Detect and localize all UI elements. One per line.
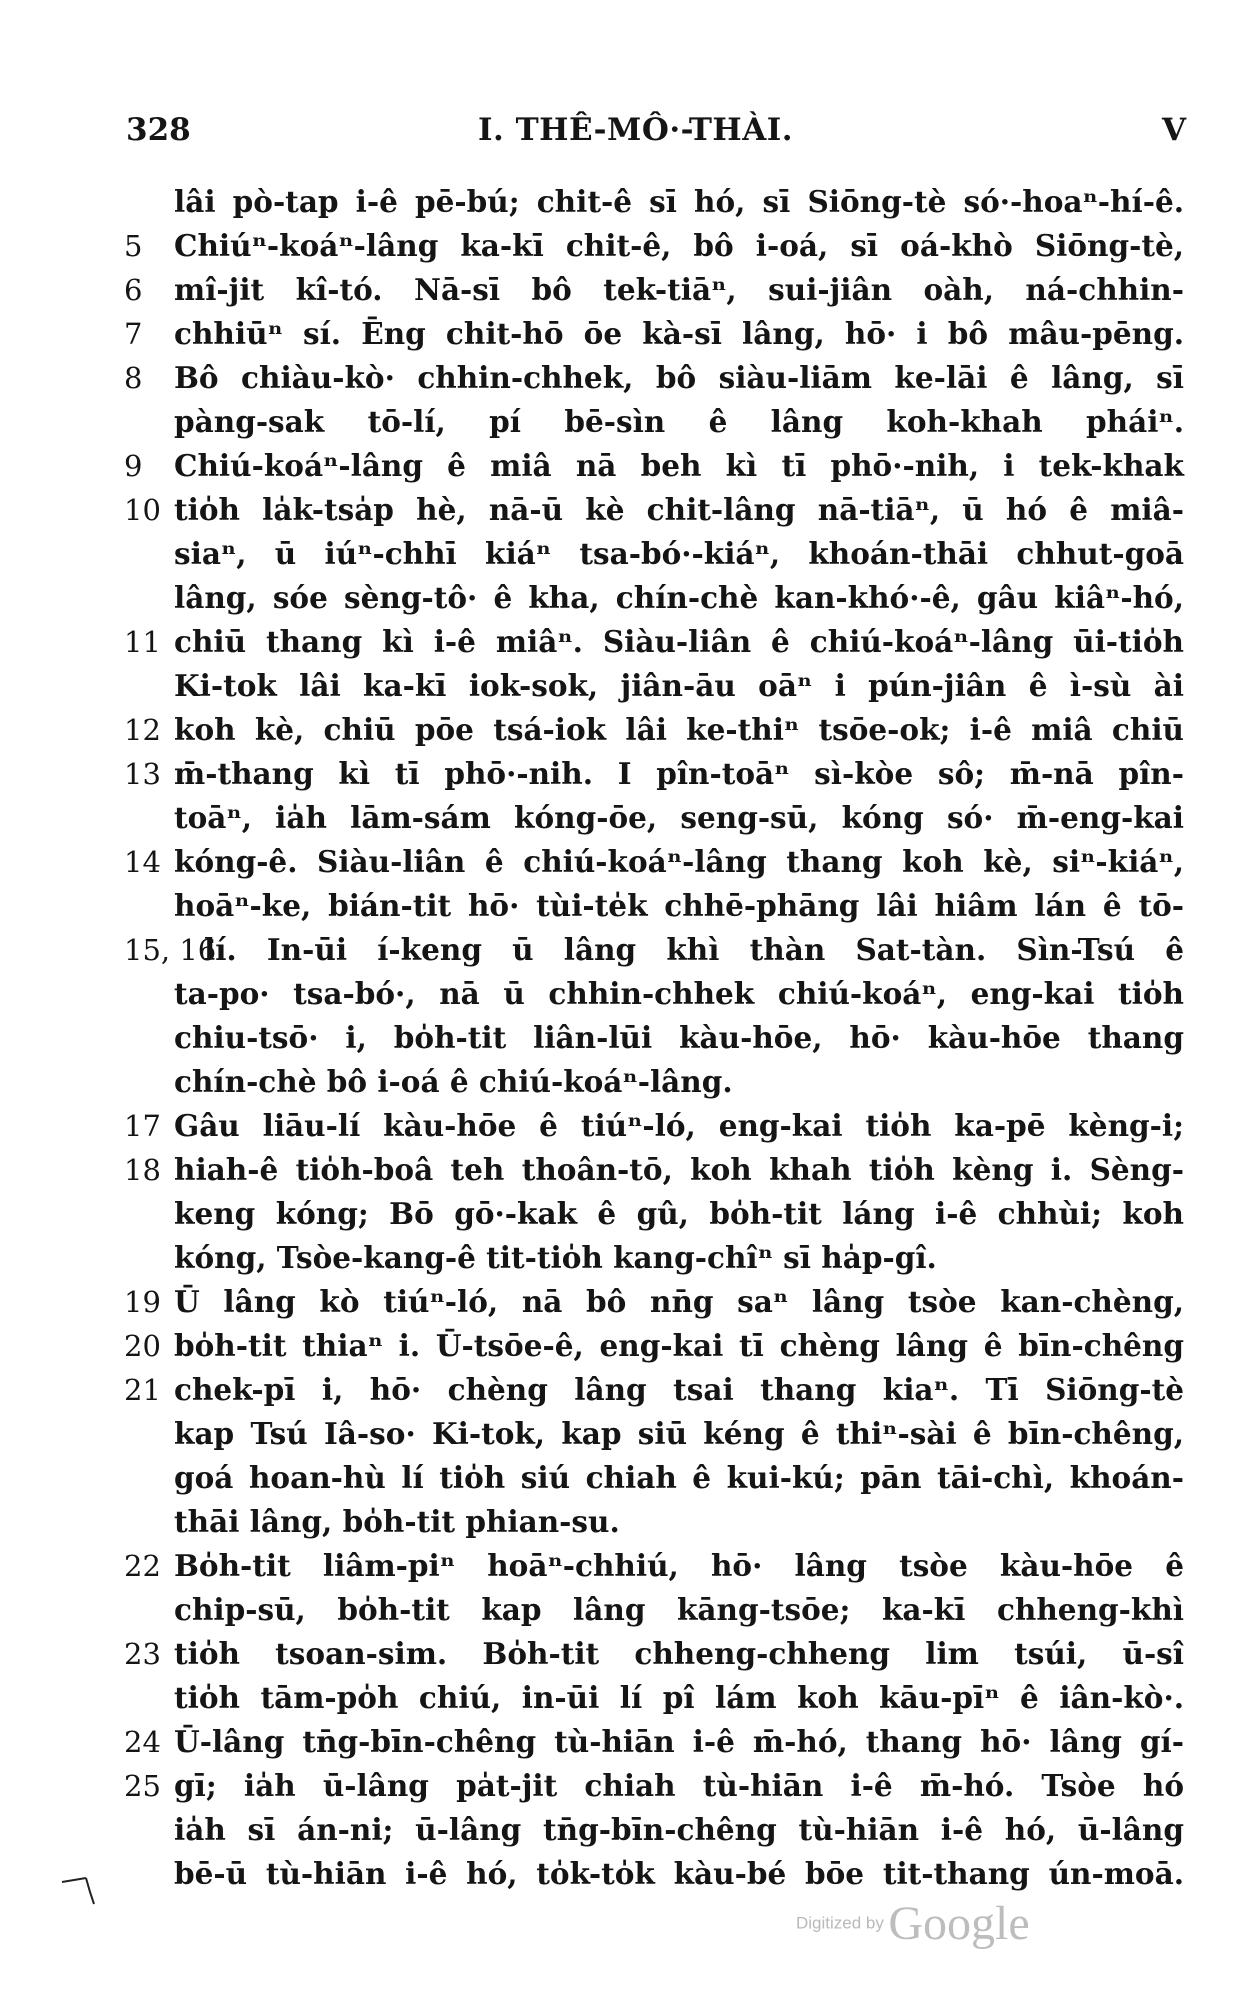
verse-number: 12 xyxy=(124,713,161,747)
line-text: koh kè, chiū pōe tsá-iok lâi ke-thiⁿ tsōe-ok; i-ê miâ chiū xyxy=(174,712,1184,747)
verse-number: 25 xyxy=(124,1769,161,1803)
running-title: I. THÊ-MÔ·-THÀI. xyxy=(478,112,794,148)
line-text: kóng, Tsòe-kang-ê tit-tio̍h kang-chîⁿ sī ha̍p-gî. xyxy=(174,1240,937,1275)
text-line xyxy=(124,1280,1194,1324)
text-line xyxy=(124,180,1194,224)
line-text: kap Tsú Iâ-so· Ki-tok, kap siū kéng ê thiⁿ-sài ê bīn-chêng, xyxy=(174,1416,1184,1451)
digitized-watermark xyxy=(796,1896,1030,1950)
text-line xyxy=(124,972,1194,1016)
line-text: thāi lâng, bo̍h-tit phian-su. xyxy=(174,1504,620,1539)
text-line xyxy=(124,708,1194,752)
verse-number: 14 xyxy=(124,845,161,879)
line-text: lâi pò-tap i-ê pē-bú; chit-ê sī hó, sī Siōng-tè só·-hoaⁿ-hí-ê. xyxy=(174,184,1184,219)
line-text: tio̍h la̍k-tsa̍p hè, nā-ū kè chit-lâng nā-tiāⁿ, ū hó ê miâ- xyxy=(174,492,1184,527)
line-text: ta-po· tsa-bó·, nā ū chhin-chhek chiú-koáⁿ, eng-kai tio̍h xyxy=(174,976,1184,1011)
text-line xyxy=(124,532,1194,576)
text-line xyxy=(124,1852,1194,1896)
line-text: hoāⁿ-ke, bián-tit hō· tùi-te̍k chhē-phāng lâi hiâm lán ê tō- xyxy=(174,888,1184,923)
text-line xyxy=(124,620,1194,664)
text-line xyxy=(124,312,1194,356)
text-line xyxy=(124,1456,1194,1500)
line-text: siaⁿ, ū iúⁿ-chhī kiáⁿ tsa-bó·-kiáⁿ, khoán-thāi chhut-goā xyxy=(174,536,1184,571)
line-text: goá hoan-hù lí tio̍h siú chiah ê kui-kú; pān tāi-chì, khoán- xyxy=(174,1460,1184,1495)
text-line xyxy=(124,268,1194,312)
text-line xyxy=(124,1764,1194,1808)
verse-number: 24 xyxy=(124,1725,161,1759)
text-line xyxy=(124,884,1194,928)
verse-number: 19 xyxy=(124,1285,161,1319)
text-line xyxy=(124,1368,1194,1412)
verse-number: 10 xyxy=(124,493,161,527)
text-line xyxy=(124,928,1194,972)
text-line xyxy=(124,1500,1194,1544)
line-text: mî-jit kî-tó. Nā-sī bô tek-tiāⁿ, sui-jiân oàh, ná-chhin- xyxy=(174,272,1184,307)
verse-number: 18 xyxy=(124,1153,161,1187)
text-line xyxy=(124,1324,1194,1368)
text-line xyxy=(124,1720,1194,1764)
verse-number: 9 xyxy=(124,449,143,483)
line-text: Chiúⁿ-koáⁿ-lâng ka-kī chit-ê, bô i-oá, sī oá-khò Siōng-tè, xyxy=(174,228,1184,263)
text-line xyxy=(124,1060,1194,1104)
verse-number: 20 xyxy=(124,1329,161,1363)
google-logo: Google xyxy=(888,1897,1030,1950)
line-text: chip-sū, bo̍h-tit kap lâng kāng-tsōe; ka-kī chheng-khì xyxy=(174,1592,1184,1627)
line-text: bo̍h-tit thiaⁿ i. Ū-tsōe-ê, eng-kai tī chèng lâng ê bīn-chêng xyxy=(174,1328,1184,1363)
page-number: 328 xyxy=(126,112,191,148)
text-line xyxy=(124,1192,1194,1236)
line-text: chhiūⁿ sí. Ēng chit-hō ōe kà-sī lâng, hō· i bô mâu-pēng. xyxy=(174,316,1184,351)
line-text: lâng, sóe sèng-tô· ê kha, chín-chè kan-khó·-ê, gâu kiâⁿ-hó, xyxy=(174,580,1184,615)
line-text: tio̍h tām-po̍h chiú, in-ūi lí pî lám koh kāu-pīⁿ ê iân-kò·. xyxy=(174,1680,1184,1715)
margin-mark-icon xyxy=(60,1870,110,1910)
text-line xyxy=(124,1632,1194,1676)
line-text: m̄-thang kì tī phō·-nih. I pîn-toāⁿ sì-kòe sô; m̄-nā pîn- xyxy=(174,756,1184,791)
text-line xyxy=(124,1676,1194,1720)
line-text: lí. In-ūi í-keng ū lâng khì thàn Sat-tàn. Sìn-Tsú ê xyxy=(204,932,1184,967)
text-line xyxy=(124,1236,1194,1280)
text-line xyxy=(124,1412,1194,1456)
verse-number: 5 xyxy=(124,229,143,263)
verse-number: 15, 16 xyxy=(124,933,217,967)
line-text: chek-pī i, hō· chèng lâng tsai thang kiaⁿ. Tī Siōng-tè xyxy=(174,1372,1184,1407)
line-text: kóng-ê. Siàu-liân ê chiú-koáⁿ-lâng thang koh kè, siⁿ-kiáⁿ, xyxy=(174,844,1184,879)
verse-number: 11 xyxy=(124,625,161,659)
verse-number: 6 xyxy=(124,273,143,307)
line-text: Chiú-koáⁿ-lâng ê miâ nā beh kì tī phō·-nih, i tek-khak xyxy=(174,448,1184,483)
text-line xyxy=(124,1148,1194,1192)
text-line xyxy=(124,796,1194,840)
line-text: ia̍h sī án-ni; ū-lâng tn̄g-bīn-chêng tù-hiān i-ê hó, ū-lâng xyxy=(174,1812,1184,1847)
line-text: gī; ia̍h ū-lâng pa̍t-jit chiah tù-hiān i-ê m̄-hó. Tsòe hó xyxy=(174,1768,1184,1803)
text-line xyxy=(124,1104,1194,1148)
watermark-prefix: Digitized by xyxy=(796,1913,884,1933)
text-line xyxy=(124,400,1194,444)
line-text: tio̍h tsoan-sim. Bo̍h-tit chheng-chheng lim tsúi, ū-sî xyxy=(174,1636,1184,1671)
verse-number: 17 xyxy=(124,1109,161,1143)
text-line xyxy=(124,1588,1194,1632)
line-text: keng kóng; Bō gō·-kak ê gû, bo̍h-tit láng i-ê chhùi; koh xyxy=(174,1196,1184,1231)
verse-number: 13 xyxy=(124,757,161,791)
verse-number: 22 xyxy=(124,1549,161,1583)
text-line xyxy=(124,488,1194,532)
line-text: Bo̍h-tit liâm-piⁿ hoāⁿ-chhiú, hō· lâng tsòe kàu-hōe ê xyxy=(174,1548,1184,1583)
text-line xyxy=(124,444,1194,488)
verse-number: 23 xyxy=(124,1637,161,1671)
text-body xyxy=(124,180,1194,1896)
running-header xyxy=(126,112,1186,162)
chapter-number: V xyxy=(1161,112,1186,148)
line-text: bē-ū tù-hiān i-ê hó, to̍k-to̍k kàu-bé bōe tit-thang ún-moā. xyxy=(174,1856,1184,1891)
line-text: chiū thang kì i-ê miâⁿ. Siàu-liân ê chiú-koáⁿ-lâng ūi-tio̍h xyxy=(174,624,1184,659)
line-text: Bô chiàu-kò· chhin-chhek, bô siàu-liām ke-lāi ê lâng, sī xyxy=(174,360,1184,395)
line-text: Gâu liāu-lí kàu-hōe ê tiúⁿ-ló, eng-kai tio̍h ka-pē kèng-i; xyxy=(174,1108,1184,1143)
line-text: chín-chè bô i-oá ê chiú-koáⁿ-lâng. xyxy=(174,1064,733,1099)
line-text: Ū lâng kò tiúⁿ-ló, nā bô nn̄g saⁿ lâng tsòe kan-chèng, xyxy=(174,1284,1184,1319)
verse-number: 8 xyxy=(124,361,143,395)
verse-number: 21 xyxy=(124,1373,161,1407)
text-line xyxy=(124,1016,1194,1060)
verse-number: 7 xyxy=(124,317,143,351)
line-text: Ū-lâng tn̄g-bīn-chêng tù-hiān i-ê m̄-hó, thang hō· lâng gí- xyxy=(174,1724,1184,1759)
text-line xyxy=(124,576,1194,620)
text-line xyxy=(124,356,1194,400)
text-line xyxy=(124,1808,1194,1852)
text-line xyxy=(124,664,1194,708)
line-text: toāⁿ, ia̍h lām-sám kóng-ōe, seng-sū, kóng só· m̄-eng-kai xyxy=(174,800,1184,835)
line-text: Ki-tok lâi ka-kī iok-sok, jiân-āu oāⁿ i pún-jiân ê ì-sù ài xyxy=(174,668,1184,703)
text-line xyxy=(124,752,1194,796)
line-text: pàng-sak tō-lí, pí bē-sìn ê lâng koh-khah pháiⁿ. xyxy=(174,404,1184,439)
text-line xyxy=(124,840,1194,884)
text-line xyxy=(124,224,1194,268)
line-text: hiah-ê tio̍h-boâ teh thoân-tō, koh khah tio̍h kèng i. Sèng- xyxy=(174,1152,1184,1187)
text-line xyxy=(124,1544,1194,1588)
line-text: chiu-tsō· i, bo̍h-tit liân-lūi kàu-hōe, hō· kàu-hōe thang xyxy=(174,1020,1184,1055)
